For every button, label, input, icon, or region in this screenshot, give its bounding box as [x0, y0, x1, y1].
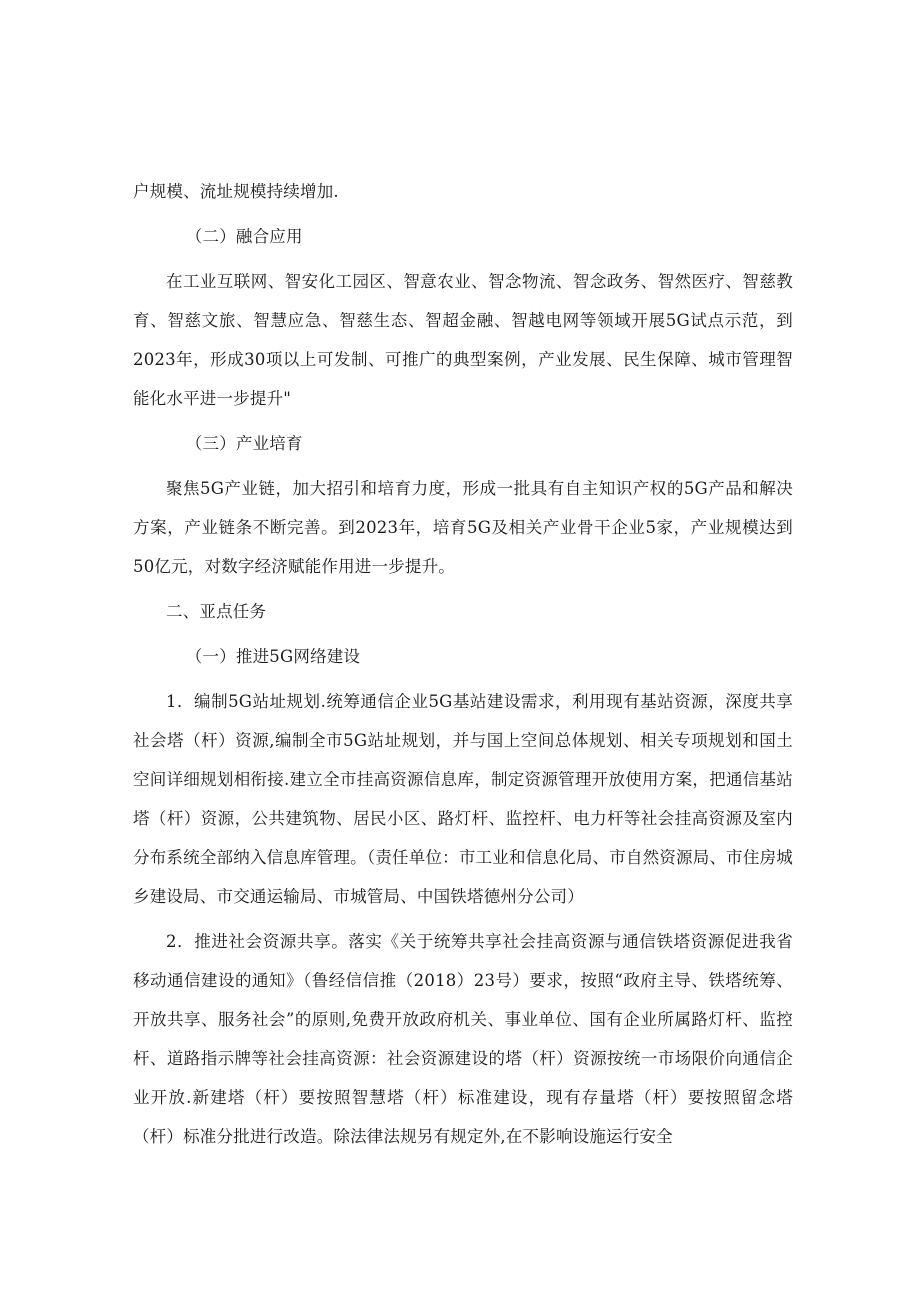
- section-heading-industry: （三）产业培育: [185, 434, 303, 453]
- paragraph-integration: 在工业互联网、智安化工园区、智意农业、智念物流、智念政务、智然医疗、智慈教育、智慈文旅、智慧应急、智慈生态、智超金融、智越电网等领域开展5G试点示范，到2023年，形成30项以上可发制、可推广的典型案例，产业发展、民生保障、城市管理智能化水平进一步提升": [133, 272, 793, 408]
- section-heading-integration: （二）融合应用: [185, 227, 303, 246]
- paragraph-site-planning: 1．编制5G站址规划.统筹通信企业5G基站建设需求，利用现有基站资源，深度共享社会塔（杆）资源,编制全市5G站址规划，并与国上空间总体规划、相关专项规划和国土空间详细规划相衔接.建立全市挂高资源信息库，制定资源管理开放使用方案，把通信基站塔（杆）资源，公共建筑物、居民小区、路灯杆、监控杆、电力杆等社会挂高资源及室内分布系统全部纳入信息库管理。（责任单位：市工业和信息化局、市自然资源局、市住房城乡建设局、市交通运输局、市城管局、中国铁塔德州分公司）: [133, 692, 793, 906]
- chapter-heading-tasks: 二、亚点任务: [166, 602, 267, 621]
- paragraph-resource-sharing: 2．推进社会资源共享。落实《关于统筹共享社会挂高资源与通信铁塔资源促进我省移动通信建设的通知》（鲁经信信推（2018）23号）要求，按照“政府主导、铁塔统筹、开放共享、服务社会”的原则,免费开放政府机关、事业单位、国有企业所属路灯杆、监控杆、道路指示牌等社会挂高资源：社会资源建设的塔（杆）资源按统一市场限价向通信企业开放.新建塔（杆）要按照智慧塔（杆）标准建设，现有存量塔（杆）要按照留念塔（杆）标准分批进行改造。除法律法规另有规定外,在不影响设施运行安全: [133, 932, 793, 1146]
- document-body: [133, 172, 793, 1162]
- paragraph-continuation: 户规模、流址规模持续增加.: [133, 182, 339, 201]
- section-heading-network: （一）推进5G网络建设: [185, 647, 361, 666]
- paragraph-industry: 聚焦5G产业链，加大招引和培育力度，形成一批具有自主知识产权的5G产品和解决方案，产业链条不断完善。到2023年，培育5G及相关产业骨干企业5家，产业规模达到50亿元，对数字经济赋能作用进一步提升。: [133, 479, 793, 576]
